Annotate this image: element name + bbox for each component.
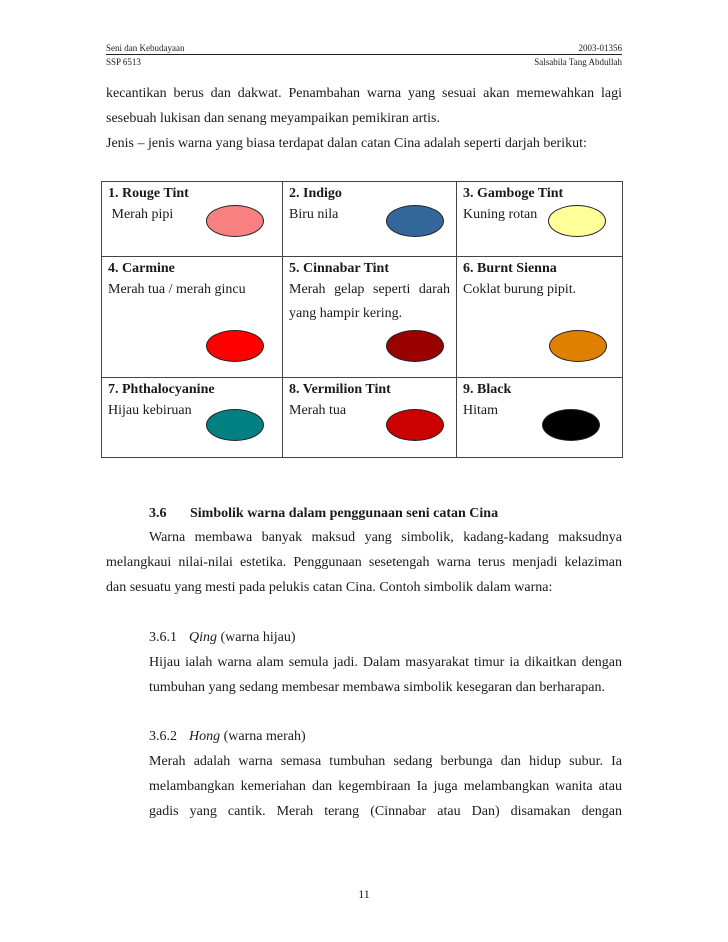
subsection-line: melambangkan kemeriahan dan kegembiraan Ia juga melambangkan wanita atau xyxy=(149,779,622,794)
color-cell xyxy=(457,182,623,257)
section-number: 3.6 xyxy=(149,506,167,521)
color-cell xyxy=(283,378,457,458)
color-swatch xyxy=(206,409,264,441)
color-cell xyxy=(102,182,283,257)
subsection-heading xyxy=(149,630,296,646)
color-description: Merah tua / merah gincu xyxy=(108,282,246,297)
section-line: Warna membawa banyak maksud yang simbolik, kadang-kadang maksudnya xyxy=(149,530,622,545)
color-cell xyxy=(283,257,457,378)
section-line: dan sesuatu yang mesti pada pelukis catan Cina. Contoh simbolik dalam warna: xyxy=(106,580,553,595)
color-name: 2. Indigo xyxy=(289,186,342,201)
header-author: Salsabila Tang Abdullah xyxy=(534,57,622,67)
color-swatch xyxy=(386,205,444,237)
color-name: 7. Phthalocyanine xyxy=(108,382,215,397)
subsection-line: Merah adalah warna semasa tumbuhan sedang berbunga dan hidup subur. Ia xyxy=(149,754,622,769)
color-name: 8. Vermilion Tint xyxy=(289,382,391,397)
subsection-term: Qing xyxy=(189,630,217,645)
color-description: Merah tua xyxy=(289,403,347,418)
subsection-line: gadis yang cantik. Merah terang (Cinnabar atau Dan) disamakan dengan xyxy=(149,804,622,819)
color-description: Coklat burung pipit. xyxy=(463,282,577,297)
color-swatch xyxy=(548,205,606,237)
color-name: 3. Gamboge Tint xyxy=(463,186,564,201)
header-rule xyxy=(106,54,622,55)
color-description: Merah gelap seperti darah yang hampir kering. xyxy=(289,282,450,321)
color-description: Biru nila xyxy=(289,207,339,222)
subsection-number: 3.6.1 xyxy=(149,630,177,645)
intro-line: kecantikan berus dan dakwat. Penambahan warna yang sesuai akan memewahkan lagi xyxy=(106,86,622,101)
color-swatch xyxy=(542,409,600,441)
intro-line: sesebuah lukisan dan senang meyampaikan pemikiran artis. xyxy=(106,111,440,126)
color-swatch xyxy=(549,330,607,362)
color-description: Kuning rotan xyxy=(463,207,538,222)
color-table-row xyxy=(102,182,623,257)
header-student-id: 2003-01356 xyxy=(578,43,622,53)
color-cell xyxy=(457,378,623,458)
color-swatch xyxy=(386,330,444,362)
color-cell xyxy=(283,182,457,257)
subsection-line: tumbuhan yang sedang membesar membawa simbolik kesegaran dan berharapan. xyxy=(149,680,606,695)
header-course-code: SSP 6513 xyxy=(106,57,141,67)
subsection-gloss: (warna merah) xyxy=(220,729,306,744)
color-swatch xyxy=(206,205,264,237)
color-cell xyxy=(102,257,283,378)
color-name: 1. Rouge Tint xyxy=(108,186,189,201)
color-table-row xyxy=(102,257,623,378)
color-name: 5. Cinnabar Tint xyxy=(289,261,389,276)
color-swatch xyxy=(206,330,264,362)
color-description: Hijau kebiruan xyxy=(108,403,192,418)
subsection-gloss: (warna hijau) xyxy=(217,630,296,645)
section-heading: Simbolik warna dalam penggunaan seni catan Cina xyxy=(190,506,499,521)
subsection-heading xyxy=(149,729,306,745)
header-course-title: Seni dan Kebudayaan xyxy=(106,43,185,53)
intro-line: Jenis – jenis warna yang biasa terdapat dalan catan Cina adalah seperti darjah berikut: xyxy=(106,136,587,151)
subsection-line: Hijau ialah warna alam semula jadi. Dalam masyarakat timur ia dikaitkan dengan xyxy=(149,655,622,670)
color-name: 6. Burnt Sienna xyxy=(463,261,557,276)
page-number: 11 xyxy=(358,887,370,901)
color-name: 9. Black xyxy=(463,382,512,397)
color-cell xyxy=(102,378,283,458)
color-table-row xyxy=(102,378,623,458)
color-description: Merah pipi xyxy=(108,207,174,222)
color-cell xyxy=(457,257,623,378)
section-line: melangkaui nilai-nilai estetika. Penggunaan sesetengah warna terus menjadi kelaziman xyxy=(106,555,622,570)
color-name: 4. Carmine xyxy=(108,261,175,276)
subsection-number: 3.6.2 xyxy=(149,729,177,744)
color-description: Hitam xyxy=(463,403,498,418)
color-table xyxy=(101,181,623,458)
subsection-term: Hong xyxy=(189,729,221,744)
color-swatch xyxy=(386,409,444,441)
